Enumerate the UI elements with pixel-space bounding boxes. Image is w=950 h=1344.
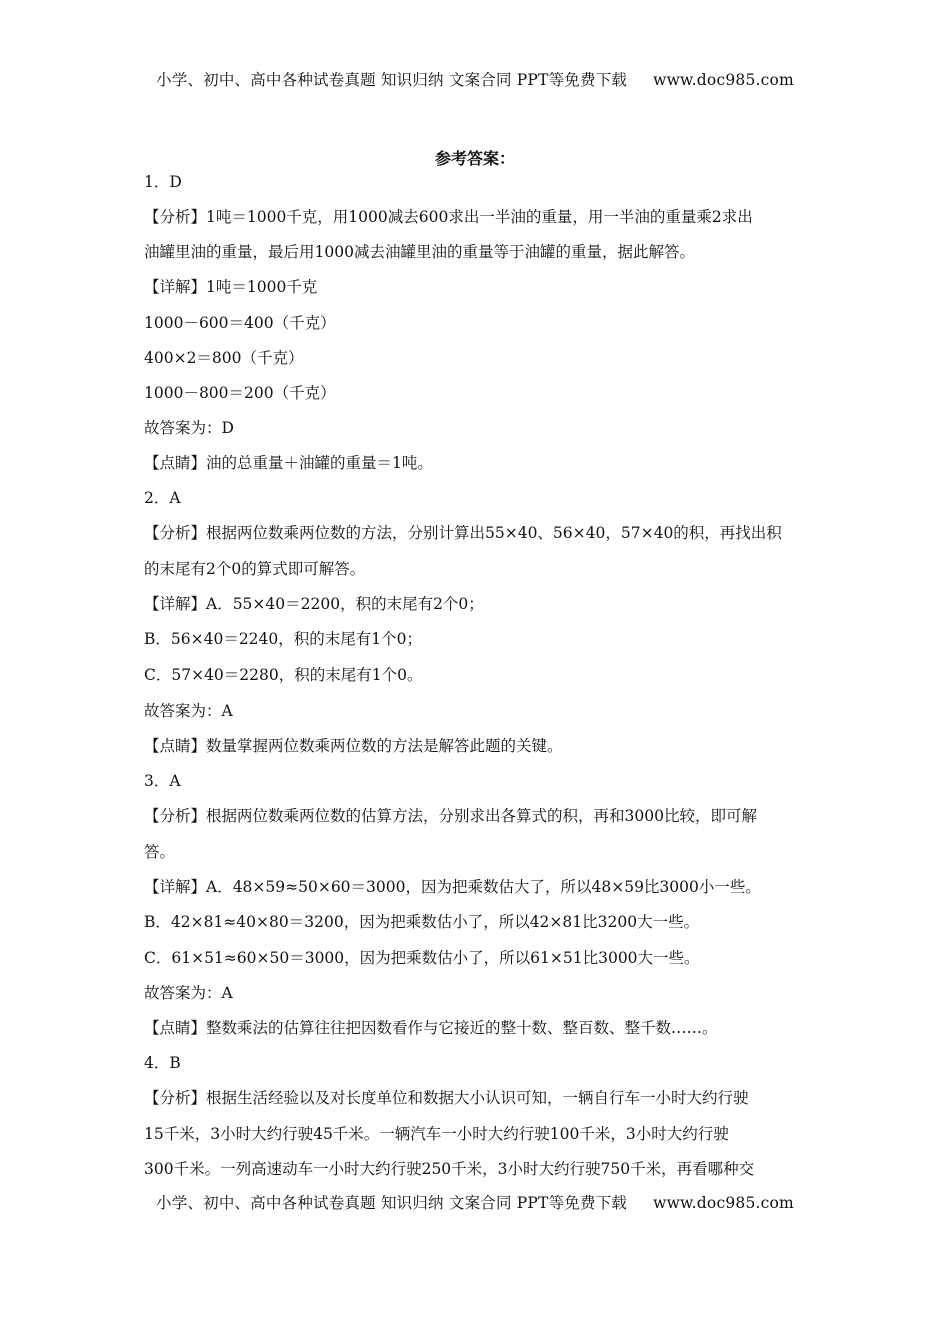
answer-2-analysis-line-1: 【分析】根据两位数乘两位数的方法，分别计算出55×40、56×40，57×40的积，再找出积 [144,524,782,542]
answer-2-heading: 2．A [144,489,181,507]
answer-3-detail-line-2: B．42×81≈40×80＝3200，因为把乘数估小了，所以42×81比3200大一些。 [144,913,700,931]
answer-2-analysis-line-2: 的末尾有2个0的算式即可解答。 [144,560,366,578]
answer-3-analysis-line-1: 【分析】根据两位数乘两位数的估算方法，分别求出各算式的积，再和3000比较，即可解 [144,807,757,825]
answer-2-conclusion: 故答案为：A [144,702,233,720]
answer-2-detail-line-2: B．56×40＝2240，积的末尾有1个0； [144,630,422,648]
answer-3-conclusion: 故答案为：A [144,984,233,1002]
answer-3-heading: 3．A [144,772,181,790]
footer-text: 小学、初中、高中各种试卷真题 知识归纳 文案合同 PPT等免费下载 [156,1194,628,1212]
answer-1-analysis-line-1: 【分析】1吨＝1000千克，用1000减去600求出一半油的重量，用一半油的重量乘2求出 [144,208,753,226]
answer-1-detail-line-4: 1000－800＝200（千克） [144,384,336,402]
answer-3-detail-line-1: 【详解】A．48×59≈50×60＝3000，因为把乘数估大了，所以48×59比3000小一些。 [144,878,761,896]
footer-site-link[interactable]: www.doc985.com [653,1194,794,1212]
answer-3-analysis-line-2: 答。 [144,843,176,861]
answer-1-detail-line-1: 【详解】1吨＝1000千克 [144,278,318,296]
answer-2-tip: 【点睛】数量掌握两位数乘两位数的方法是解答此题的关键。 [144,737,563,755]
answer-3-detail-line-3: C．61×51≈60×50＝3000，因为把乘数估小了，所以61×51比3000大一些。 [144,949,700,967]
answer-1-analysis-line-2: 油罐里油的重量，最后用1000减去油罐里油的重量等于油罐的重量，据此解答。 [144,243,695,261]
answer-2-detail-line-1: 【详解】A．55×40＝2200，积的末尾有2个0； [144,595,484,613]
answer-1-detail-line-2: 1000－600＝400（千克） [144,314,336,332]
page-header [0,68,950,90]
answer-1-conclusion: 故答案为：D [144,419,234,437]
answer-1-detail-line-3: 400×2＝800（千克） [144,349,304,367]
header-site-link[interactable]: www.doc985.com [653,71,794,89]
header-text: 小学、初中、高中各种试卷真题 知识归纳 文案合同 PPT等免费下载 [156,71,628,89]
answer-4-heading: 4．B [144,1054,181,1072]
page-footer [0,1191,950,1213]
answer-1-tip: 【点睛】油的总重量＋油罐的重量＝1吨。 [144,454,433,472]
answer-3-tip: 【点睛】整数乘法的估算往往把因数看作与它接近的整十数、整百数、整千数……。 [144,1019,718,1037]
page-title: 参考答案： [434,149,515,168]
answer-4-analysis-line-1: 【分析】根据生活经验以及对长度单位和数据大小认识可知，一辆自行车一小时大约行驶 [144,1089,749,1107]
answer-4-analysis-line-2: 15千米，3小时大约行驶45千米。一辆汽车一小时大约行驶100千米，3小时大约行驶 [144,1125,729,1143]
answer-1-heading: 1．D [144,173,182,191]
answer-4-analysis-line-3: 300千米。一列高速动车一小时大约行驶250千米，3小时大约行驶750千米，再看哪种交 [144,1160,755,1178]
answer-2-detail-line-3: C．57×40＝2280，积的末尾有1个0。 [144,666,423,684]
